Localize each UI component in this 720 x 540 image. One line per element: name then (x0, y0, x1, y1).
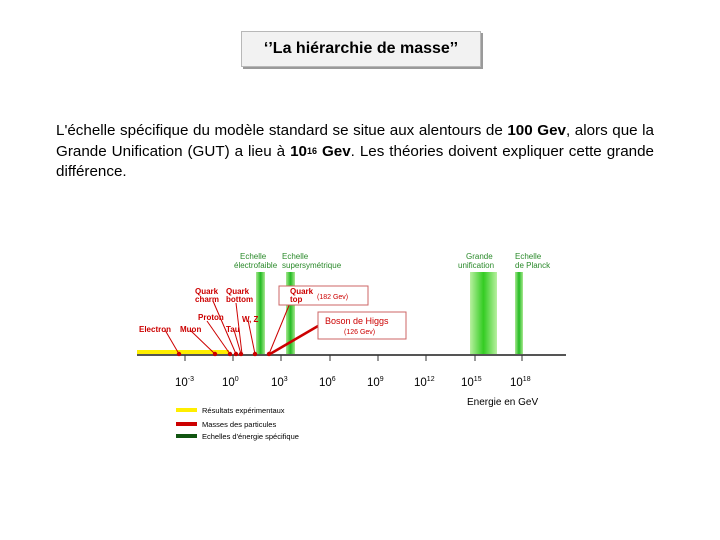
intro-bold-2-rest: Gev (316, 142, 351, 160)
legend-label-masses: Masses des particules (202, 420, 277, 429)
intro-bold-2-exp: 16 (306, 145, 317, 156)
scale-electroweak-line1: Echelle (240, 252, 267, 261)
legend-label-scales: Echelles d'énergie spécifique (202, 432, 299, 441)
label-proton: Proton (198, 313, 224, 322)
scale-planck-line2: de Planck (515, 261, 551, 270)
axis-label: Energie en GeV (467, 397, 539, 408)
tick-label: $10^9$ (367, 376, 384, 389)
tick-label: $10^{18}$ (510, 376, 531, 389)
scale-electroweak-line2: électrofaible (234, 261, 278, 270)
legend (176, 406, 299, 441)
label-higgs: Boson de Higgs (325, 316, 389, 326)
planck-scale-bar (515, 272, 523, 354)
tick-label: $10^{15}$ (461, 376, 482, 389)
scale-gut-line2: unification (458, 261, 495, 270)
legend-swatch-experimental (176, 408, 197, 412)
label-muon: Muon (180, 325, 202, 334)
label-bottom-2: bottom (226, 295, 254, 304)
electroweak-scale-bar (256, 272, 265, 354)
label-tau: Tau (226, 325, 240, 334)
scale-planck-line1: Echelle (515, 252, 542, 261)
intro-text-3: . Les théories doivent expliquer cette grande différence. (56, 142, 654, 180)
scale-susy-line1: Echelle (282, 252, 309, 261)
legend-label-experimental: Résultats expérimentaux (202, 406, 285, 415)
scale-susy-line2: supersymétrique (282, 261, 342, 270)
scale-gut-line1: Grande (466, 252, 493, 261)
tick-label: $10^0$ (222, 376, 239, 389)
label-wz: W, Z (242, 315, 259, 324)
label-bottom-1: Quark (226, 287, 250, 296)
label-higgs-mass: (126 Gev) (344, 329, 376, 336)
legend-swatch-scales (176, 434, 197, 438)
intro-text-2: , alors que la Grande Unification (GUT) a lieu à (56, 122, 654, 160)
gut-scale-bar (470, 272, 497, 354)
label-top-mass: (182 Gev) (317, 294, 349, 301)
legend-swatch-masses (176, 422, 197, 426)
label-charm-1: Quark (195, 287, 219, 296)
label-top-2: top (290, 295, 303, 304)
intro-bold-2-base: 10 (290, 142, 307, 160)
tick-labels (175, 376, 531, 389)
slide-title: ‘’La hiérarchie de masse’’ (241, 31, 481, 67)
tick-label: $10^6$ (319, 376, 336, 389)
label-top-1: Quark (290, 287, 314, 296)
label-charm-2: charm (195, 295, 220, 304)
tick-label: $10^{12}$ (414, 376, 435, 389)
tick-label: $10^3$ (271, 376, 288, 389)
label-electron: Electron (139, 325, 172, 334)
intro-bold-1: 100 Gev (507, 122, 566, 139)
intro-text-1: L'échelle spécifique du modèle standard se situe aux alentours de (56, 122, 508, 139)
tick-label: $10^{-3}$ (175, 376, 195, 389)
